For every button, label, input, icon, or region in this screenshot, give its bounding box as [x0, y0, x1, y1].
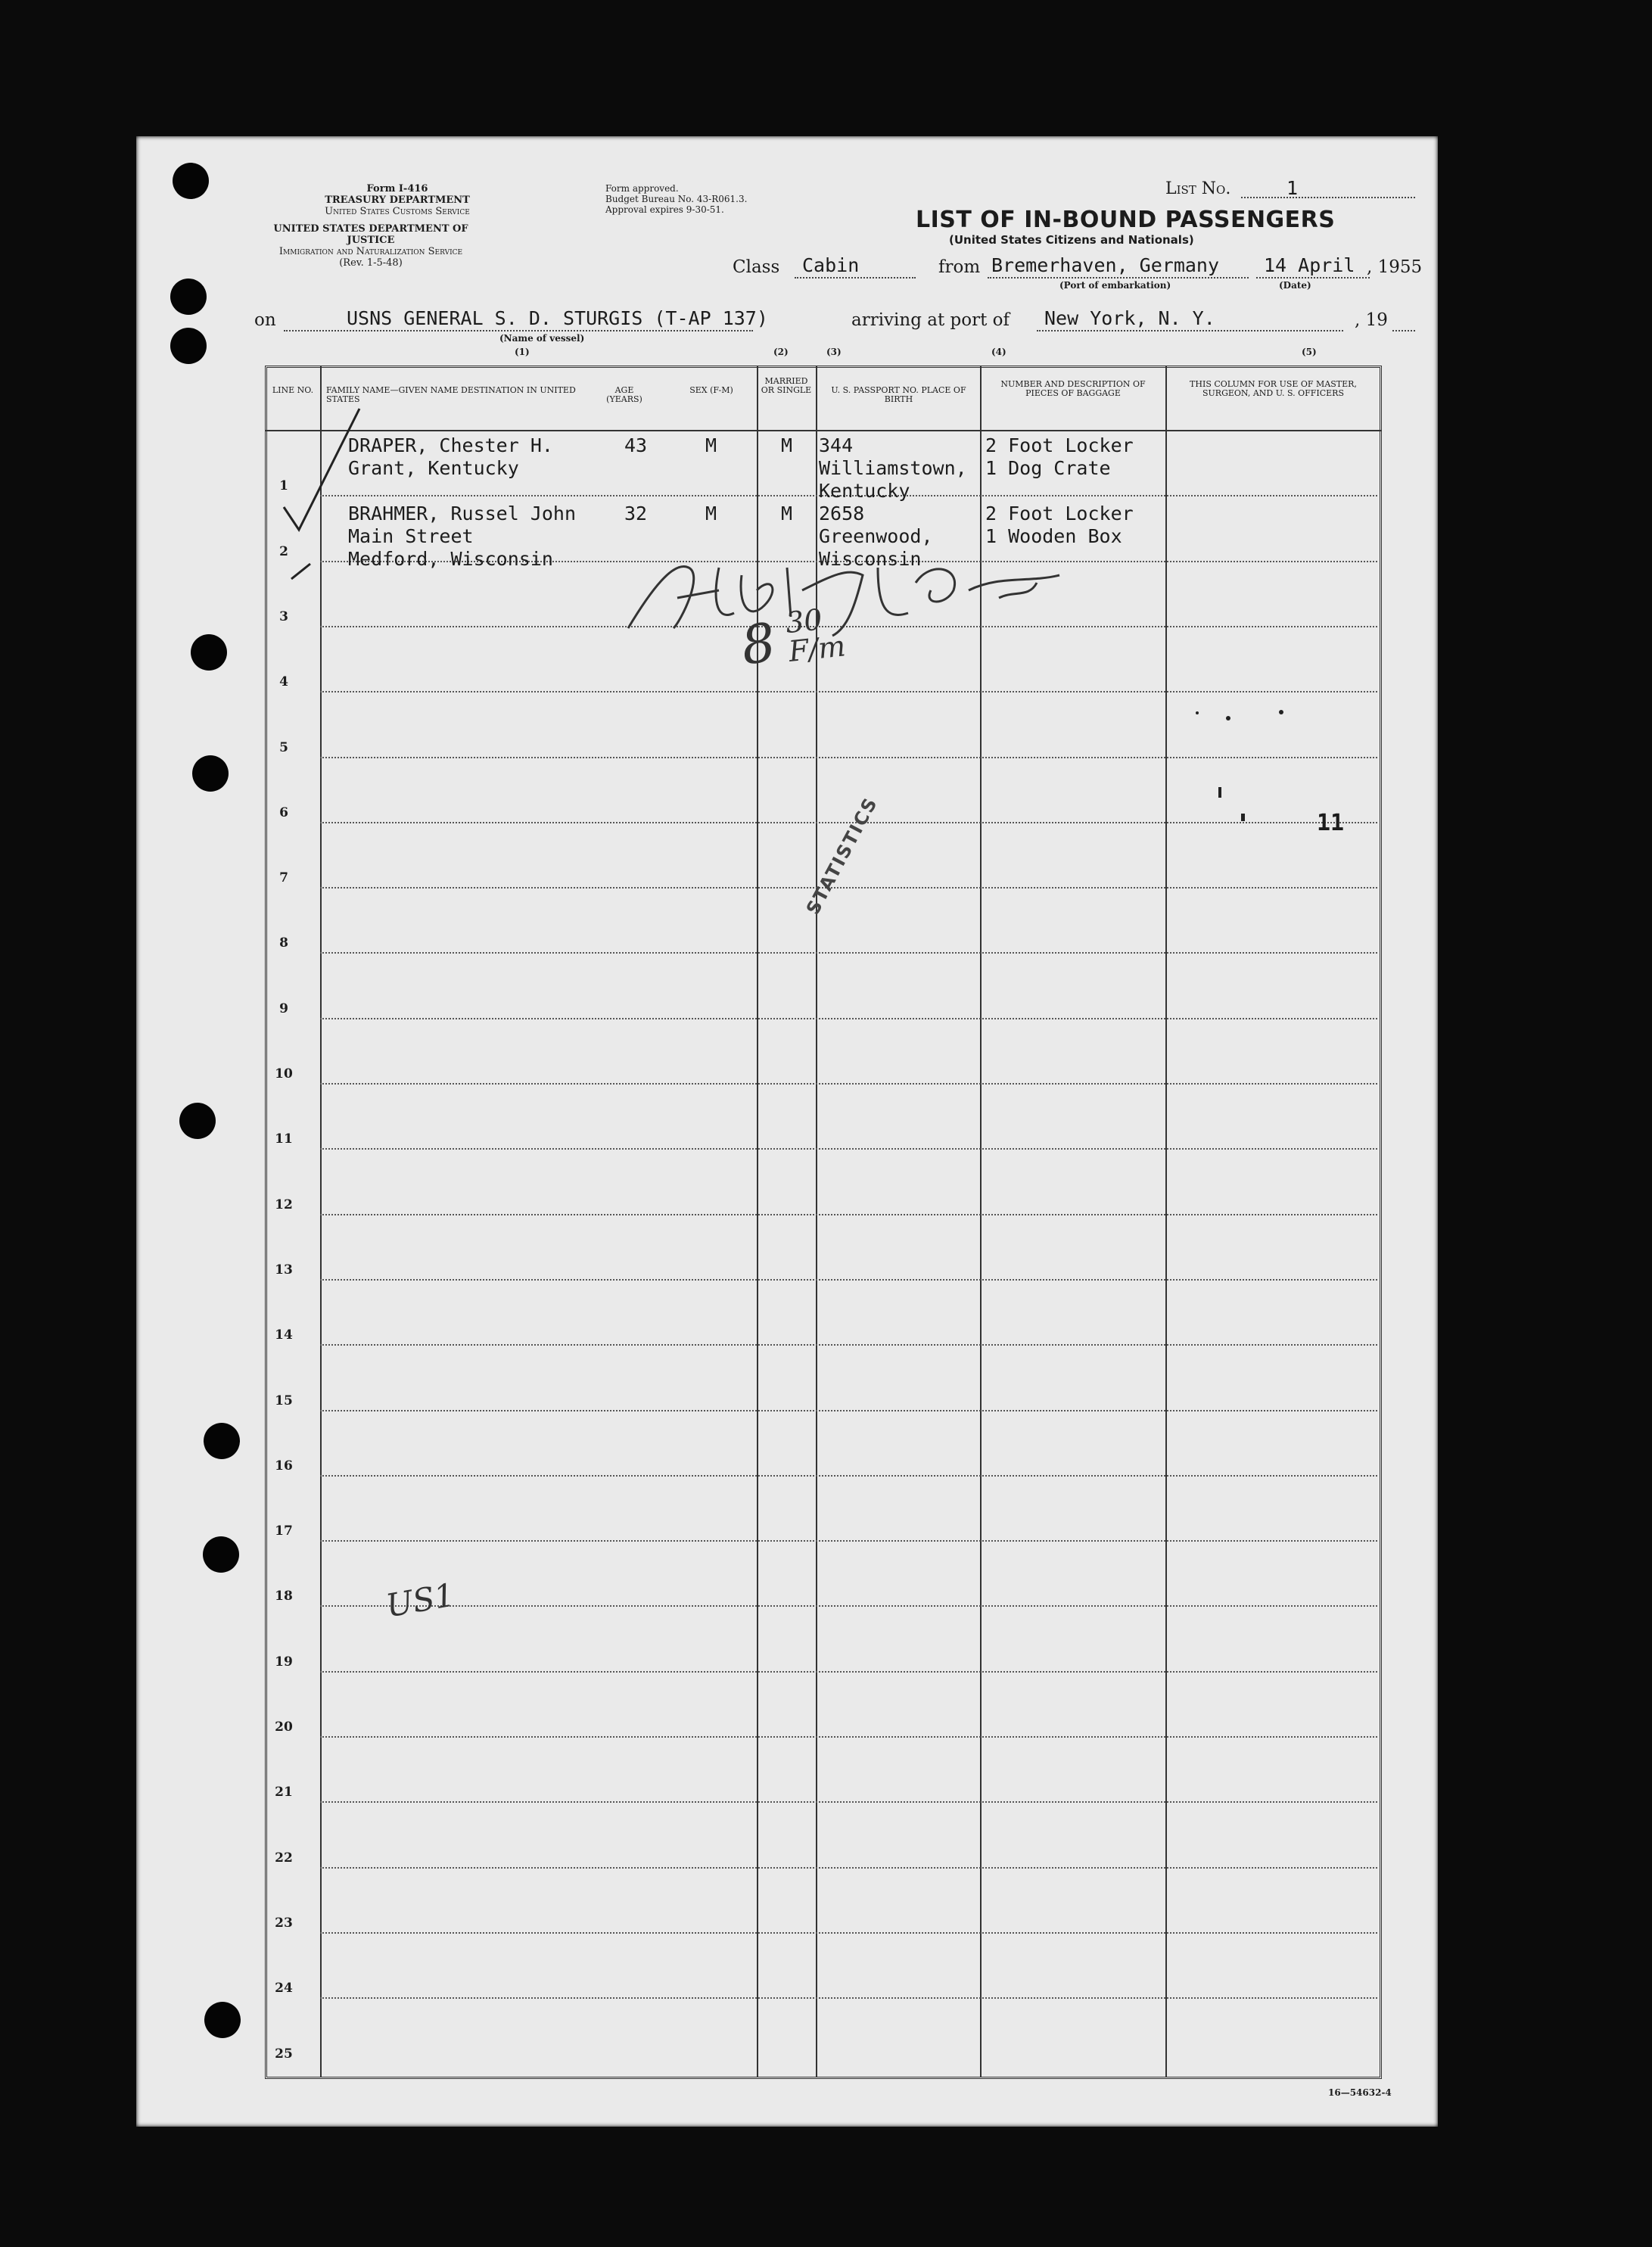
check-mark-icon: [269, 394, 367, 590]
row-number: 16: [275, 1458, 293, 1474]
justice-label: UNITED STATES DEPARTMENT OF JUSTICE: [273, 223, 468, 246]
row-line: [320, 1344, 1377, 1346]
row-line: [320, 1997, 1377, 1999]
row-line: [320, 1801, 1377, 1803]
customs-label: United States Customs Service: [325, 206, 470, 217]
row-line: [320, 1083, 1377, 1085]
binder-hole: [179, 1103, 216, 1139]
row-number: 3: [279, 608, 288, 624]
print-code: 16—54632-4: [1328, 2087, 1392, 2098]
passenger-2-age: 32: [624, 503, 648, 524]
row-number: 14: [275, 1327, 293, 1343]
handwritten-note: 30 F/m: [783, 602, 848, 668]
signature: [605, 545, 1135, 651]
row-number: 5: [279, 739, 288, 755]
col-head-sex: SEX (F-M): [689, 385, 733, 395]
row-number: 22: [275, 1850, 293, 1866]
row-line: [320, 1410, 1377, 1411]
row-line: [320, 1736, 1377, 1738]
binder-hole: [203, 1536, 239, 1573]
ink-speck: [1279, 710, 1283, 714]
col-num-1: (1): [515, 347, 530, 357]
row-number: 24: [275, 1981, 293, 1996]
row-number: 12: [275, 1197, 293, 1212]
passenger-2-married: M: [781, 503, 793, 524]
ins-label: Immigration and Naturalization Service: [278, 246, 463, 257]
binder-hole: [173, 163, 209, 199]
col-head-passport: U. S. PASSPORT NO. PLACE OF BIRTH: [831, 385, 966, 404]
row-line: [320, 1148, 1377, 1150]
form-agency-block: [299, 183, 496, 217]
row-line: [320, 887, 1377, 889]
row-line: [320, 1867, 1377, 1869]
row-number: 4: [279, 674, 288, 690]
passenger-1-sex: M: [705, 434, 717, 456]
revision-label: (Rev. 1-5-48): [339, 257, 403, 269]
table-header-divider: [265, 430, 1382, 431]
justice-block: [250, 223, 492, 269]
passenger-1-married: M: [781, 434, 793, 456]
ink-speck: [1196, 711, 1199, 714]
row-line: [320, 1475, 1377, 1477]
row-number: 20: [275, 1719, 293, 1735]
class-label: Class: [733, 257, 780, 277]
on-label: on: [254, 310, 276, 330]
binder-hole: [170, 279, 207, 315]
row-line: [320, 1279, 1377, 1281]
col-head-married: MARRIED OR SINGLE: [761, 376, 812, 395]
row-number: 18: [275, 1589, 293, 1604]
row-number: 13: [275, 1262, 293, 1278]
col-num-5: (5): [1302, 347, 1317, 357]
passenger-1-baggage: 2 Foot Locker 1 Dog Crate: [985, 434, 1134, 479]
col-head-baggage: NUMBER AND DESCRIPTION OF PIECES OF BAGGAGE: [1000, 379, 1146, 398]
passenger-1-name: DRAPER, Chester H. Grant, Kentucky: [348, 434, 553, 479]
col-head-age: AGE (YEARS): [606, 385, 642, 404]
form-number: Form I-416: [366, 183, 428, 195]
ink-speck: [1226, 716, 1230, 720]
page-subtitle: (United States Citizens and Nationals): [949, 233, 1194, 247]
passenger-list-page: [136, 136, 1438, 2127]
row-number: 7: [279, 870, 288, 886]
passenger-2-sex: M: [705, 503, 717, 524]
arrival-date: 14 April: [1264, 254, 1355, 276]
row-number: 10: [275, 1066, 293, 1081]
embarkation-port: Bremerhaven, Germany: [991, 254, 1220, 276]
arriving-label: arriving at port of: [851, 310, 1010, 330]
passenger-1-age: 43: [624, 434, 648, 456]
row-line: [320, 1932, 1377, 1934]
passenger-2-passport: 2658 Greenwood, Wisconsin: [819, 503, 933, 570]
row-number: 19: [275, 1654, 293, 1670]
row-line: [320, 1018, 1377, 1019]
row-number: 6: [279, 805, 288, 820]
col-head-officers: THIS COLUMN FOR USE OF MASTER, SURGEON, AND U. S. OFFICERS: [1190, 379, 1357, 398]
budget-line: Budget Bureau No. 43-R061.3.: [605, 194, 748, 204]
passenger-2-name: BRAHMER, Russel John Main Street Medford, Wisconsin: [348, 503, 577, 570]
col-divider: [1165, 366, 1167, 2077]
statistics-stamp: STATISTICS: [802, 793, 882, 919]
row-number: 11: [275, 1131, 293, 1147]
approval-line: Form approved.: [605, 183, 679, 194]
row-number: 8: [279, 935, 288, 951]
row-line: [320, 1605, 1377, 1607]
list-no-value: 1: [1286, 177, 1299, 199]
binder-hole: [191, 634, 227, 671]
col-head-name: FAMILY NAME—GIVEN NAME DESTINATION IN UNITED STATES: [326, 385, 576, 404]
passenger-count: 11: [1317, 810, 1345, 836]
expires-line: Approval expires 9-30-51.: [605, 204, 724, 215]
row-line: [320, 1540, 1377, 1542]
binder-hole: [204, 2002, 241, 2038]
col-num-3: (3): [826, 347, 842, 357]
row-line: [320, 691, 1377, 692]
arrival-year: , 1955: [1367, 257, 1423, 277]
from-label: from: [938, 257, 981, 277]
passenger-1-passport: 344 Williamstown, Kentucky: [819, 434, 967, 502]
binder-hole: [204, 1423, 240, 1459]
vessel-name: USNS GENERAL S. D. STURGIS (T-AP 137): [347, 307, 768, 329]
row-number: 9: [279, 1001, 288, 1016]
row-number: 17: [275, 1523, 293, 1539]
treasury-label: TREASURY DEPARTMENT: [325, 195, 470, 206]
col-num-4: (4): [991, 347, 1006, 357]
handwritten-number: 8: [737, 611, 780, 677]
row-number: 21: [275, 1785, 293, 1800]
vessel-caption: (Name of vessel): [499, 333, 585, 344]
binder-hole: [170, 328, 207, 364]
class-value: Cabin: [802, 254, 860, 276]
row-number: 23: [275, 1915, 293, 1931]
row-number: 2: [279, 543, 288, 559]
margin-note: US1: [383, 1576, 458, 1625]
row-line: [320, 1671, 1377, 1673]
arrival-port: New York, N. Y.: [1044, 307, 1215, 329]
col-head-line: LINE NO.: [272, 385, 314, 395]
page-title: LIST OF IN-BOUND PASSENGERS: [916, 207, 1336, 233]
col-divider: [320, 366, 322, 2077]
row-number: 25: [275, 2046, 293, 2062]
approval-block: [605, 183, 747, 215]
date-caption: (Date): [1279, 280, 1311, 291]
passenger-2-baggage: 2 Foot Locker 1 Wooden Box: [985, 503, 1134, 547]
row-line: [320, 952, 1377, 954]
list-no-label: List No.: [1165, 179, 1231, 198]
row-number: 15: [275, 1393, 293, 1408]
ink-speck: [1241, 814, 1245, 821]
ink-speck: [1218, 787, 1221, 798]
col-num-2: (2): [773, 347, 789, 357]
row-line: [320, 757, 1377, 758]
row-line: [320, 1214, 1377, 1215]
year-suffix: , 19: [1355, 310, 1388, 330]
row-number: 1: [279, 478, 288, 494]
binder-hole: [192, 755, 229, 792]
port-caption: (Port of embarkation): [1059, 280, 1171, 291]
